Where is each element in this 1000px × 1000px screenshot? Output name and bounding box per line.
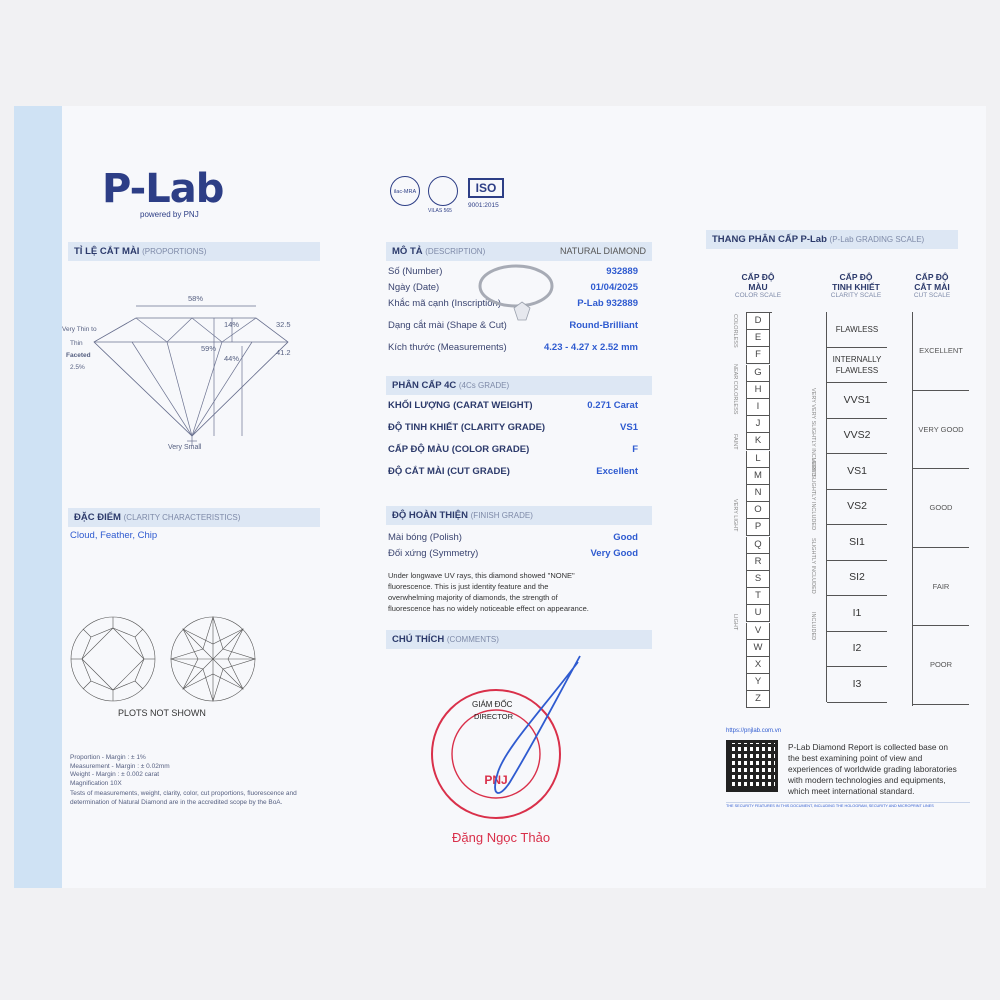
color-grade-j: J: [746, 416, 770, 433]
grading-row-cut: ĐỘ CẮT MÀI (CUT GRADE) Excellent: [388, 466, 638, 477]
color-grade-n: N: [746, 485, 770, 502]
powered-by: powered by PNJ: [140, 210, 199, 219]
clarity-grade-i1: I1: [827, 596, 887, 632]
director-title-en: DIRECTOR: [474, 712, 514, 721]
color-grade-f: F: [746, 347, 770, 364]
iso-number: 9001:2015: [468, 202, 499, 209]
color-grade-z: Z: [746, 691, 770, 708]
color-grade-l: L: [746, 451, 770, 468]
clarity-grade-si2: SI2: [827, 561, 887, 597]
ilac-logo: ilac-MRA: [390, 176, 420, 206]
security-line: THE SECURITY FEATURES IN THIS DOCUMENT, INCLUDING THE HOLOGRAM, SECURITY AND MICROPRINT LINES: [726, 802, 970, 808]
color-groups: [728, 314, 740, 710]
clarity-grade-si1: SI1: [827, 525, 887, 561]
color-scale: [746, 312, 772, 708]
vilas-logo: [428, 176, 458, 206]
clarity-groups: [806, 312, 820, 702]
clarity-group-label: VERY VERY SLIGHTLY INCLUDED: [810, 388, 816, 477]
proportions-panel: [62, 126, 330, 866]
grading-scale-panel: [706, 126, 970, 866]
color-grade-p: P: [746, 519, 770, 536]
plot-crown-diagram: [68, 614, 158, 704]
color-grade-q: Q: [746, 537, 770, 554]
clarity-scale: [826, 312, 890, 702]
girdle-label-4: 2.5%: [70, 364, 85, 371]
color-grade-m: M: [746, 468, 770, 485]
grading-header: PHÂN CẤP 4C (4Cs GRADE): [386, 376, 652, 395]
color-grade-w: W: [746, 640, 770, 657]
clarity-grade-vs2: VS2: [827, 490, 887, 526]
desc-row-measurements: Kích thước (Measurements) 4.23 - 4.27 x 2.52 mm: [388, 342, 638, 353]
color-grade-e: E: [746, 330, 770, 347]
pavilion-depth-pct: 44%: [224, 354, 240, 363]
cut-grade-very-good: VERY GOOD: [913, 391, 969, 470]
plot-pavilion-diagram: [168, 614, 258, 704]
desc-row-number: Số (Number) 932889: [388, 266, 638, 277]
color-grade-u: U: [746, 605, 770, 622]
grading-row-carat: KHỐI LƯỢNG (CARAT WEIGHT) 0.271 Carat: [388, 400, 638, 411]
finish-header: ĐỘ HOÀN THIỆN (FINISH GRADE): [386, 506, 652, 525]
clarity-grade-flawless: FLAWLESS: [827, 312, 887, 348]
comments-header: CHÚ THÍCH (COMMENTS): [386, 630, 652, 649]
clarity-grade-internally-flawless: INTERNALLY FLAWLESS: [827, 348, 887, 384]
finish-row-polish: Mài bóng (Polish) Good: [388, 532, 638, 543]
girdle-label-2: Thin: [70, 340, 83, 347]
color-group-label: COLORLESS: [732, 314, 738, 348]
accreditation-logos: [390, 176, 540, 216]
cut-scale-title: CẤP ĐỘ CẮT MÀI CUT SCALE: [913, 272, 951, 299]
clarity-grade-vvs2: VVS2: [827, 419, 887, 455]
desc-row-inscription: Khắc mã cạnh (Inscription) P-Lab 932889: [388, 298, 638, 309]
total-depth-pct: 59%: [201, 344, 217, 353]
grading-row-color: CẤP ĐỘ MÀU (COLOR GRADE) F: [388, 444, 638, 455]
color-group-label: LIGHT: [732, 614, 738, 631]
svg-text:PNJ: PNJ: [484, 773, 508, 787]
about-text: P-Lab Diamond Report is collected base on the best examining point of view and experiences of worldwide grading laboratories with modern technologies and equipments, which meet international standard.: [788, 742, 957, 796]
color-scale-title: CẤP ĐỘ MÀU COLOR SCALE: [734, 272, 782, 299]
crown-angle: 32.5: [276, 320, 291, 329]
plots-not-shown: PLOTS NOT SHOWN: [118, 708, 206, 718]
pavilion-angle: 41.2: [276, 348, 291, 357]
cut-grade-fair: FAIR: [913, 548, 969, 627]
fluorescence-note: Under longwave UV rays, this diamond showed "NONE" fluorescence. This is just identity feature and the overwhelming majority of diamonds, the strength of fluorescence has no widely noticeable effect on appearance.: [388, 571, 589, 613]
ring-image: [464, 258, 554, 338]
girdle-label-1: Very Thin to: [62, 326, 97, 333]
cut-scale: [912, 312, 970, 706]
director-title-vn: GIÁM ĐỐC: [472, 700, 513, 709]
footer-url: https://pnjlab.com.vn: [726, 728, 782, 734]
color-grade-r: R: [746, 554, 770, 571]
color-group-label: NEAR COLORLESS: [732, 364, 738, 415]
description-header: MÔ TẢ (DESCRIPTION) NATURAL DIAMOND: [386, 242, 652, 261]
color-grade-h: H: [746, 382, 770, 399]
clarity-grade-i2: I2: [827, 632, 887, 668]
clarity-char-value: Cloud, Feather, Chip: [70, 530, 158, 541]
clarity-grade-vs1: VS1: [827, 454, 887, 490]
color-grade-y: Y: [746, 674, 770, 691]
desc-row-shape: Dạng cắt mài (Shape & Cut) Round-Brilliant: [388, 320, 638, 331]
crown-height-pct: 14%: [224, 320, 240, 329]
girdle-label-3: Faceted: [66, 352, 91, 359]
color-grade-o: O: [746, 502, 770, 519]
certificate: [14, 106, 986, 888]
proportions-header: TỈ LỆ CẮT MÀI (PROPORTIONS): [68, 242, 320, 261]
color-group-label: FAINT: [732, 434, 738, 450]
clarity-group-label: INCLUDED: [810, 612, 816, 641]
cut-grade-good: GOOD: [913, 469, 969, 548]
color-grade-k: K: [746, 433, 770, 450]
clarity-group-label: VERY SLIGHTLY INCLUDED: [810, 458, 816, 531]
vilas-label: VILAS 565: [428, 208, 452, 214]
color-grade-g: G: [746, 365, 770, 382]
finish-row-symmetry: Đối xứng (Symmetry) Very Good: [388, 548, 638, 559]
clarity-char-header: ĐẶC ĐIỂM (CLARITY CHARACTERISTICS): [68, 508, 320, 527]
signature-stroke: [480, 652, 590, 802]
clarity-grade-i3: I3: [827, 667, 887, 703]
desc-row-date: Ngày (Date) 01/04/2025: [388, 282, 638, 293]
director-name: Đặng Ngọc Thảo: [452, 830, 551, 845]
scale-header: THANG PHÂN CẤP P-Lab (P-Lab GRADING SCALE): [706, 230, 958, 249]
cut-grade-excellent: EXCELLENT: [913, 312, 969, 391]
description-panel: [380, 126, 658, 866]
qr-code: [726, 740, 778, 792]
color-grade-i: I: [746, 399, 770, 416]
clarity-grade-vvs1: VVS1: [827, 383, 887, 419]
clarity-scale-title: CẤP ĐỘ TINH KHIẾT CLARITY SCALE: [830, 272, 882, 299]
table-pct: 58%: [188, 294, 204, 303]
plab-logo: P-Lab: [102, 166, 224, 212]
clarity-group-label: SLIGHTLY INCLUDED: [810, 538, 816, 594]
color-grade-d: D: [746, 313, 770, 330]
color-grade-s: S: [746, 571, 770, 588]
color-grade-x: X: [746, 657, 770, 674]
margins-block: Proportion - Margin : ± 1% Measurement - Margin : ± 0.02mm Weight - Margin : ± 0.002 carat Magnification 10X Tests of measurements, weight, clarity, color, cut proportions, fluorescence and determination of Natural Diamond are in the accredited scope by the BoA.: [70, 754, 297, 806]
iso-logo: ISO: [468, 178, 504, 198]
cut-grade-poor: POOR: [913, 626, 969, 705]
color-group-label: VERY LIGHT: [732, 499, 738, 532]
color-grade-t: T: [746, 588, 770, 605]
diamond-profile-diagram: [72, 286, 322, 456]
color-grade-v: V: [746, 623, 770, 640]
grading-row-clarity: ĐỘ TINH KHIẾT (CLARITY GRADE) VS1: [388, 422, 638, 433]
culet-label: Very Small: [168, 444, 202, 451]
